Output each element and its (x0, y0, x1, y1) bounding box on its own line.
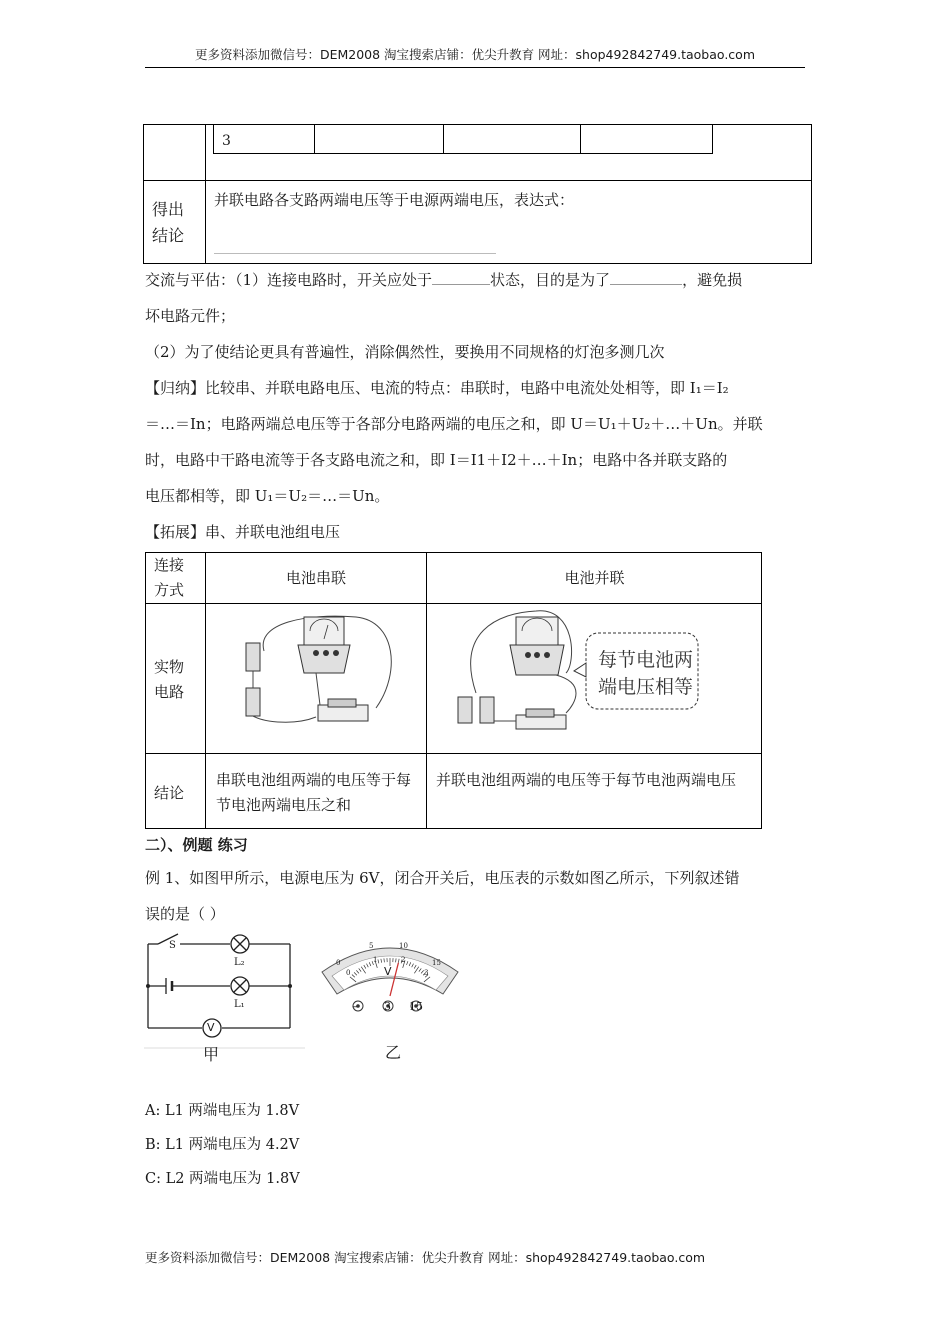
callout-text: 每节电池两端电压相等 (598, 649, 694, 698)
parallel-conclusion: 并联电池组两端的电压等于每节电池两端电压 (436, 771, 737, 789)
l1-label: L₁ (234, 999, 245, 1010)
conclusion-label: 得出结论 (152, 200, 185, 245)
scale-inner-3: 3 (424, 969, 429, 977)
example-line1: 例 1、如图甲所示，电源电压为 6V，闭合开关后，电压表的示数如图乙所示，下列叙述错 (145, 869, 740, 887)
terminal-neg: – (352, 1000, 358, 1013)
parallel-circuit-image (436, 603, 756, 733)
example-line2: 误的是（ ） (145, 905, 225, 923)
fig-b-label: 乙 (385, 1043, 402, 1062)
row-conclusion: 结论 (154, 784, 185, 802)
exchange-line3: （2）为了使结论更具有普遍性，消除偶然性，要换用不同规格的灯泡多测几次 (145, 343, 665, 361)
col-series: 电池串联 (285, 569, 346, 587)
data-row-3 (213, 125, 713, 154)
page-header: 更多资料添加微信号：DEM2008 淘宝搜索店铺：优尖升教育 网址：shop492842749.taobao.com (145, 45, 805, 68)
summary-line4: 电压都相等，即 U₁＝U₂＝…＝Un。 (145, 487, 390, 505)
switch-label: S (169, 940, 176, 951)
scale-outer-5: 5 (369, 942, 374, 950)
l2-label: L₂ (234, 957, 245, 968)
scale-inner-2: 2 (401, 956, 406, 964)
col-parallel: 电池并联 (564, 569, 625, 587)
battery-table (145, 552, 762, 829)
section-title: 二）、例题 练习 (145, 836, 248, 854)
option-b: B: L1 两端电压为 4.2V (145, 1137, 300, 1153)
scale-outer-10: 10 (399, 942, 408, 950)
series-circuit-image (236, 613, 406, 731)
option-c: C: L2 两端电压为 1.8V (145, 1171, 300, 1187)
fig-a-label: 甲 (203, 1045, 220, 1064)
expand-title: 【拓展】串、并联电池组电压 (145, 523, 341, 541)
exchange-line1: 交流与平估：（1）连接电路时，开关应处于 状态，目的是为了 ，避免损 (145, 271, 743, 289)
voltmeter-label: V (207, 1021, 215, 1034)
option-a: A: L1 两端电压为 1.8V (145, 1103, 300, 1119)
col-label: 连接方式 (154, 556, 185, 599)
circuit-diagram (140, 930, 310, 1060)
meter-v-label: V (384, 965, 392, 978)
row-number: 3 (214, 125, 315, 153)
summary-line2: ＝…＝In；电路两端总电压等于各部分电路两端的电压之和，即 U＝U₁＋U₂＋…＋Un。并联 (145, 415, 763, 433)
summary-line1: 【归纳】比较串、并联电路电压、电流的特点：串联时，电路中电流处处相等，即 I₁＝I₂ (145, 379, 729, 397)
terminal-15: 15 (409, 1000, 423, 1013)
expression-blank (214, 253, 496, 254)
scale-outer-15: 15 (432, 959, 441, 967)
scale-inner-1: 1 (373, 956, 378, 964)
scale-inner-0: 0 (346, 969, 351, 977)
row-circuit: 实物电路 (154, 658, 185, 701)
page-footer: 更多资料添加微信号：DEM2008 淘宝搜索店铺：优尖升教育 网址：shop492842749.taobao.com (145, 1250, 706, 1265)
terminal-3: 3 (384, 1000, 391, 1013)
scale-outer-0: 0 (336, 959, 341, 967)
experiment-table (143, 124, 812, 264)
conclusion-text: 并联电路各支路两端电压等于电源两端电压，表达式： (214, 191, 575, 209)
series-conclusion: 串联电池组两端的电压等于每节电池两端电压之和 (216, 771, 412, 814)
summary-line3: 时，电路中干路电流等于各支路电流之和，即 I＝I1＋I2＋…＋In；电路中各并联支路的 (145, 451, 728, 469)
exchange-line2: 坏电路元件； (145, 307, 236, 325)
